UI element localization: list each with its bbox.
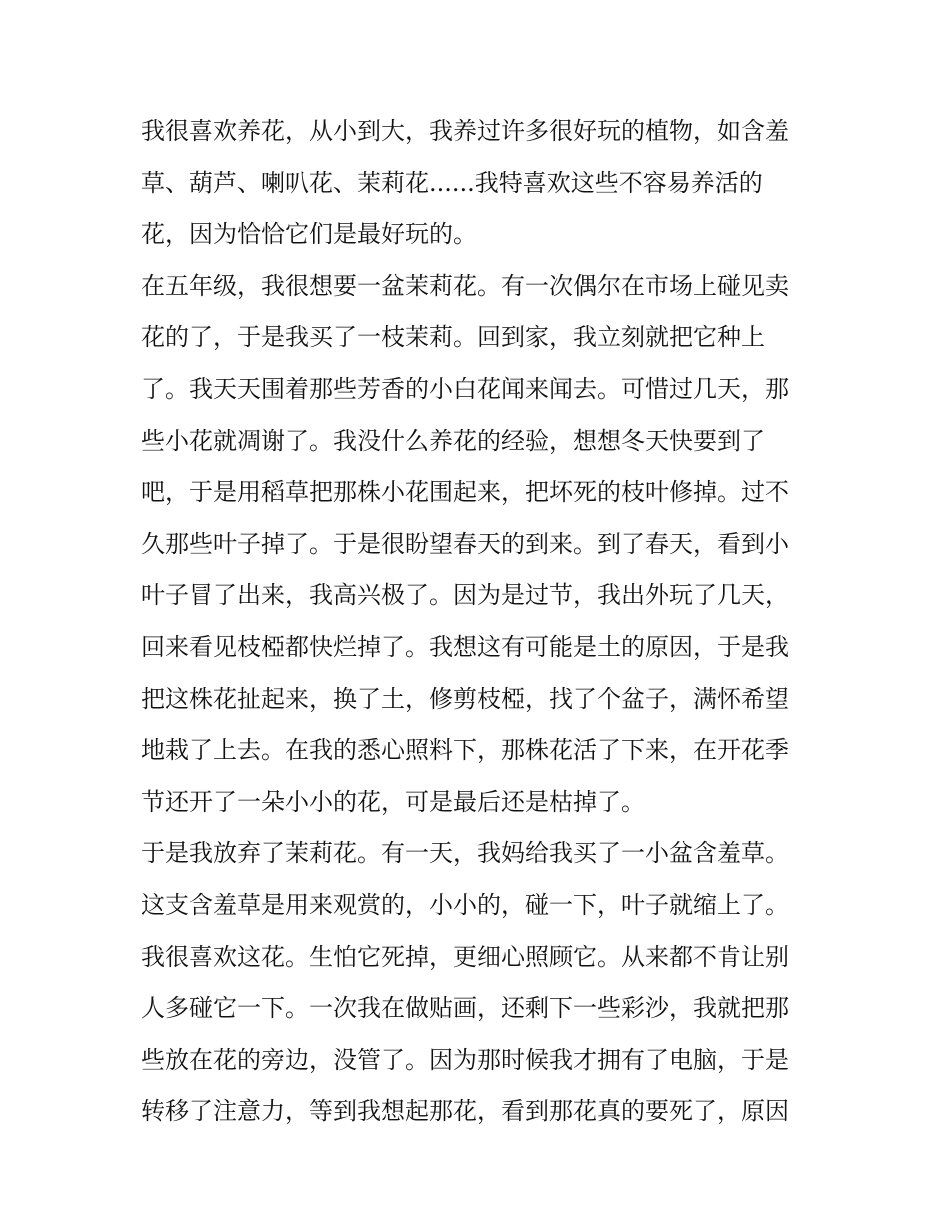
text-line: 些放在花的旁边，没管了。因为那时候我才拥有了电脑，于是 <box>141 1045 789 1074</box>
text-line: 我很喜欢这花。生怕它死掉，更细心照顾它。从来都不肯让别 <box>141 942 789 971</box>
text-line: 花，因为恰恰它们是最好玩的。 <box>141 220 477 249</box>
text-line: 地栽了上去。在我的悉心照料下，那株花活了下来，在开花季 <box>141 736 789 765</box>
text-line: 久那些叶子掉了。于是很盼望春天的到来。到了春天，看到小 <box>141 529 789 558</box>
text-line: 人多碰它一下。一次我在做贴画，还剩下一些彩沙，我就把那 <box>141 994 789 1023</box>
text-line: 回来看见枝椏都快烂掉了。我想这有可能是土的原因，于是我 <box>141 632 789 661</box>
text-line: 转移了注意力，等到我想起那花，看到那花真的要死了，原因 <box>141 1097 789 1126</box>
text-line: 我很喜欢养花，从小到大，我养过许多很好玩的植物，如含羞 <box>141 117 789 145</box>
text-line: 吧，于是用稻草把那株小花围起来，把坏死的枝叶修掉。过不 <box>141 478 789 507</box>
text-line: 在五年级，我很想要一盆茉莉花。有一次偶尔在市场上碰见卖 <box>141 271 789 300</box>
text-line: 了。我天天围着那些芳香的小白花闻来闻去。可惜过几天，那 <box>141 374 789 403</box>
text-line: 花的了，于是我买了一枝茉莉。回到家，我立刻就把它种上 <box>141 323 765 352</box>
text-line: 些小花就凋谢了。我没什么养花的经验，想想冬天快要到了 <box>141 426 765 455</box>
text-line: 这支含羞草是用来观赏的，小小的，碰一下，叶子就缩上了。 <box>141 890 789 919</box>
text-line: 把这株花扯起来，换了土，修剪枝椏，找了个盆子，满怀希望 <box>141 684 789 713</box>
text-line: 于是我放弃了茉莉花。有一天，我妈给我买了一小盆含羞草。 <box>141 839 789 868</box>
essay-text <box>141 106 811 1138</box>
text-line: 叶子冒了出来，我高兴极了。因为是过节，我出外玩了几天， <box>141 581 789 610</box>
text-line: 节还开了一朵小小的花，可是最后还是枯掉了。 <box>141 787 645 816</box>
text-line: 草、葫芦、喇叭花、茉莉花......我特喜欢这些不容易养活的 <box>141 168 763 197</box>
